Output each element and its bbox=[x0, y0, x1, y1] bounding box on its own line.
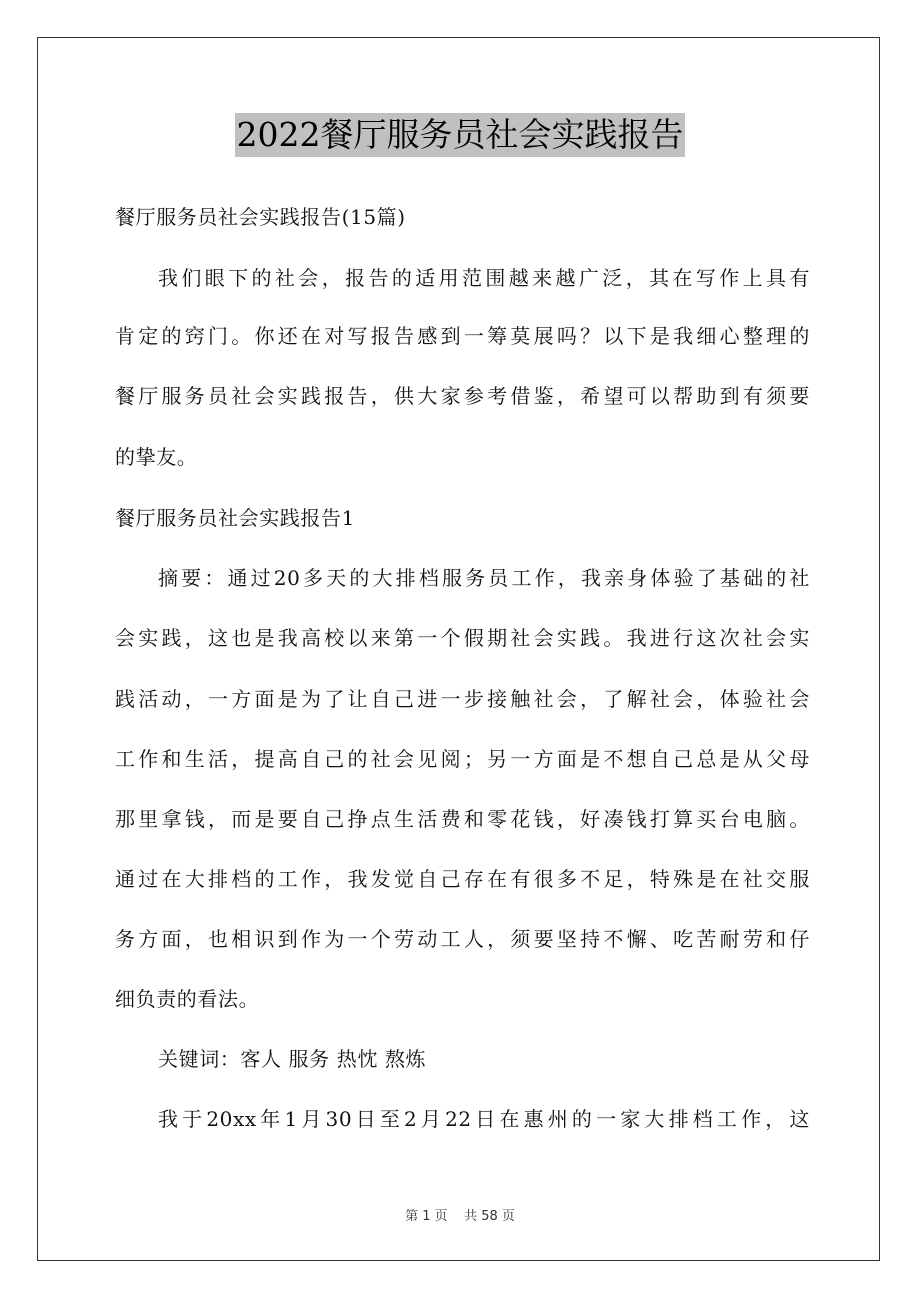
document-subtitle: 餐厅服务员社会实践报告(15篇) bbox=[115, 205, 406, 229]
abstract-line-6: 通过在大排档的工作，我发觉自己存在有很多不足，特殊是在社交服 bbox=[115, 867, 810, 891]
page-number-footer: 第 1 页 共 58 页 bbox=[405, 1209, 515, 1224]
body-line-1: 我于20xx年1月30日至2月22日在惠州的一家大排档工作，这 bbox=[158, 1107, 810, 1131]
document-title: 2022餐厅服务员社会实践报告 bbox=[235, 113, 686, 157]
title-container bbox=[0, 113, 920, 157]
abstract-line-1: 摘要：通过20多天的大排档服务员工作，我亲身体验了基础的社 bbox=[158, 566, 810, 590]
abstract-line-3: 践活动，一方面是为了让自己进一步接触社会，了解社会，体验社会 bbox=[115, 687, 810, 711]
keywords-line: 关键词：客人 服务 热忱 熬炼 bbox=[158, 1047, 427, 1071]
intro-line-2: 肯定的窍门。你还在对写报告感到一筹莫展吗？以下是我细心整理的 bbox=[115, 324, 810, 348]
abstract-line-5: 那里拿钱，而是要自己挣点生活费和零花钱，好凑钱打算买台电脑。 bbox=[115, 807, 810, 831]
abstract-line-2: 会实践，这也是我高校以来第一个假期社会实践。我进行这次社会实 bbox=[115, 626, 810, 650]
abstract-line-4: 工作和生活，提高自己的社会见阅；另一方面是不想自己总是从父母 bbox=[115, 747, 810, 771]
intro-line-4: 的挚友。 bbox=[115, 445, 198, 469]
section-heading: 餐厅服务员社会实践报告1 bbox=[115, 506, 355, 530]
abstract-line-7: 务方面，也相识到作为一个劳动工人，须要坚持不懈、吃苦耐劳和仔 bbox=[115, 927, 810, 951]
intro-line-3: 餐厅服务员社会实践报告，供大家参考借鉴，希望可以帮助到有须要 bbox=[115, 384, 810, 408]
abstract-line-8: 细负责的看法。 bbox=[115, 987, 260, 1011]
intro-line-1: 我们眼下的社会，报告的适用范围越来越广泛，其在写作上具有 bbox=[158, 266, 810, 290]
